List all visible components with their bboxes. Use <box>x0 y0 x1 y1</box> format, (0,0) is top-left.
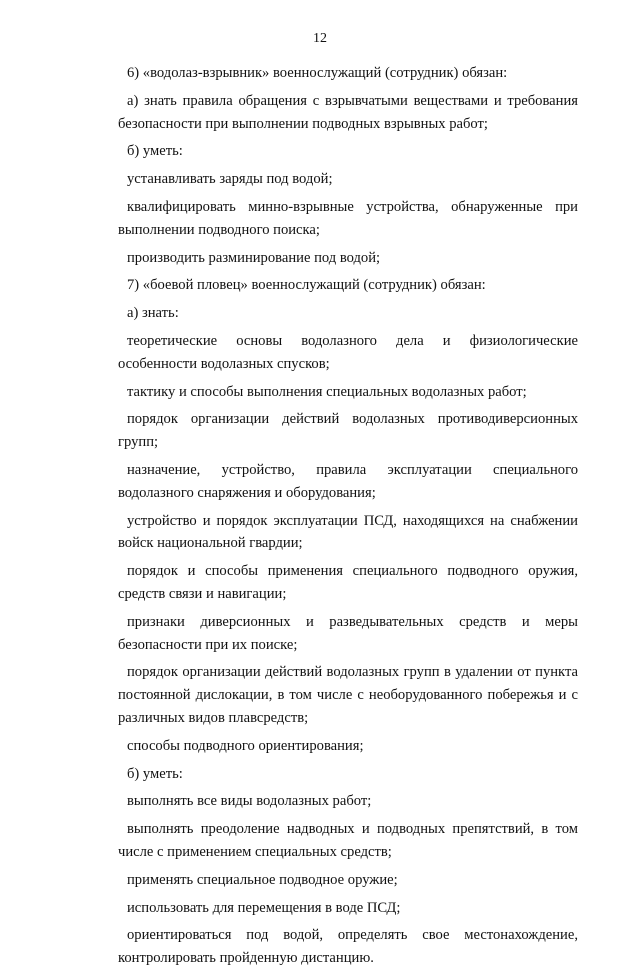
paragraph-10: тактику и способы выполнения специальных водолазных работ; <box>127 383 527 400</box>
paragraph-16: порядок организации действий водолазных групп в удалении от пункта постоянной дислокации, в том числе с необорудованного побережья и с различных видов плавсредств; <box>118 664 578 726</box>
paragraph-6: производить разминирование под водой; <box>127 249 381 266</box>
paragraph-15: признаки диверсионных и разведывательных средств и меры безопасности при их поиске; <box>118 613 578 653</box>
paragraph-7: 7) «боевой пловец» военнослужащий (сотрудник) обязан: <box>127 277 486 294</box>
paragraph-17: способы подводного ориентирования; <box>127 737 364 754</box>
paragraph-1: 6) «водолаз-взрывник» военнослужащий (сотрудник) обязан: <box>127 65 508 81</box>
paragraph-4: устанавливать заряды под водой; <box>127 171 333 188</box>
paragraph-23: ориентироваться под водой, определять свое местонахождение, контролировать пройденную дистанцию. <box>118 927 578 967</box>
paragraph-5: квалифицировать минно-взрывные устройства, обнаруженные при выполнении подводного поиска; <box>118 198 578 238</box>
page-body <box>118 62 578 975</box>
page-number: 12 <box>313 31 327 46</box>
paragraph-13: устройство и порядок эксплуатации ПСД, находящихся на снабжении войск национальной гвардии; <box>118 512 578 552</box>
paragraph-20: выполнять преодоление надводных и подводных препятствий, в том числе с применением специальных средств; <box>118 821 578 860</box>
paragraph-18: б) уметь: <box>127 765 183 782</box>
paragraph-8: а) знать: <box>127 305 179 322</box>
paragraph-9: теоретические основы водолазного дела и физиологические особенности водолазных спусков; <box>118 332 578 372</box>
paragraph-11: порядок организации действий водолазных противодиверсионных групп; <box>118 411 578 451</box>
paragraph-3: б) уметь: <box>127 143 183 160</box>
paragraph-19: выполнять все виды водолазных работ; <box>127 793 372 810</box>
paragraph-21: применять специальное подводное оружие; <box>127 871 398 888</box>
paragraph-14: порядок и способы применения специального подводного оружия, средств связи и навигации; <box>118 563 578 602</box>
paragraph-22: использовать для перемещения в воде ПСД; <box>127 899 401 916</box>
paragraph-12: назначение, устройство, правила эксплуатации специального водолазного снаряжения и оборудования; <box>118 461 578 501</box>
paragraph-2: а) знать правила обращения с взрывчатыми веществами и требования безопасности при выполнении подводных взрывных работ; <box>118 92 578 132</box>
